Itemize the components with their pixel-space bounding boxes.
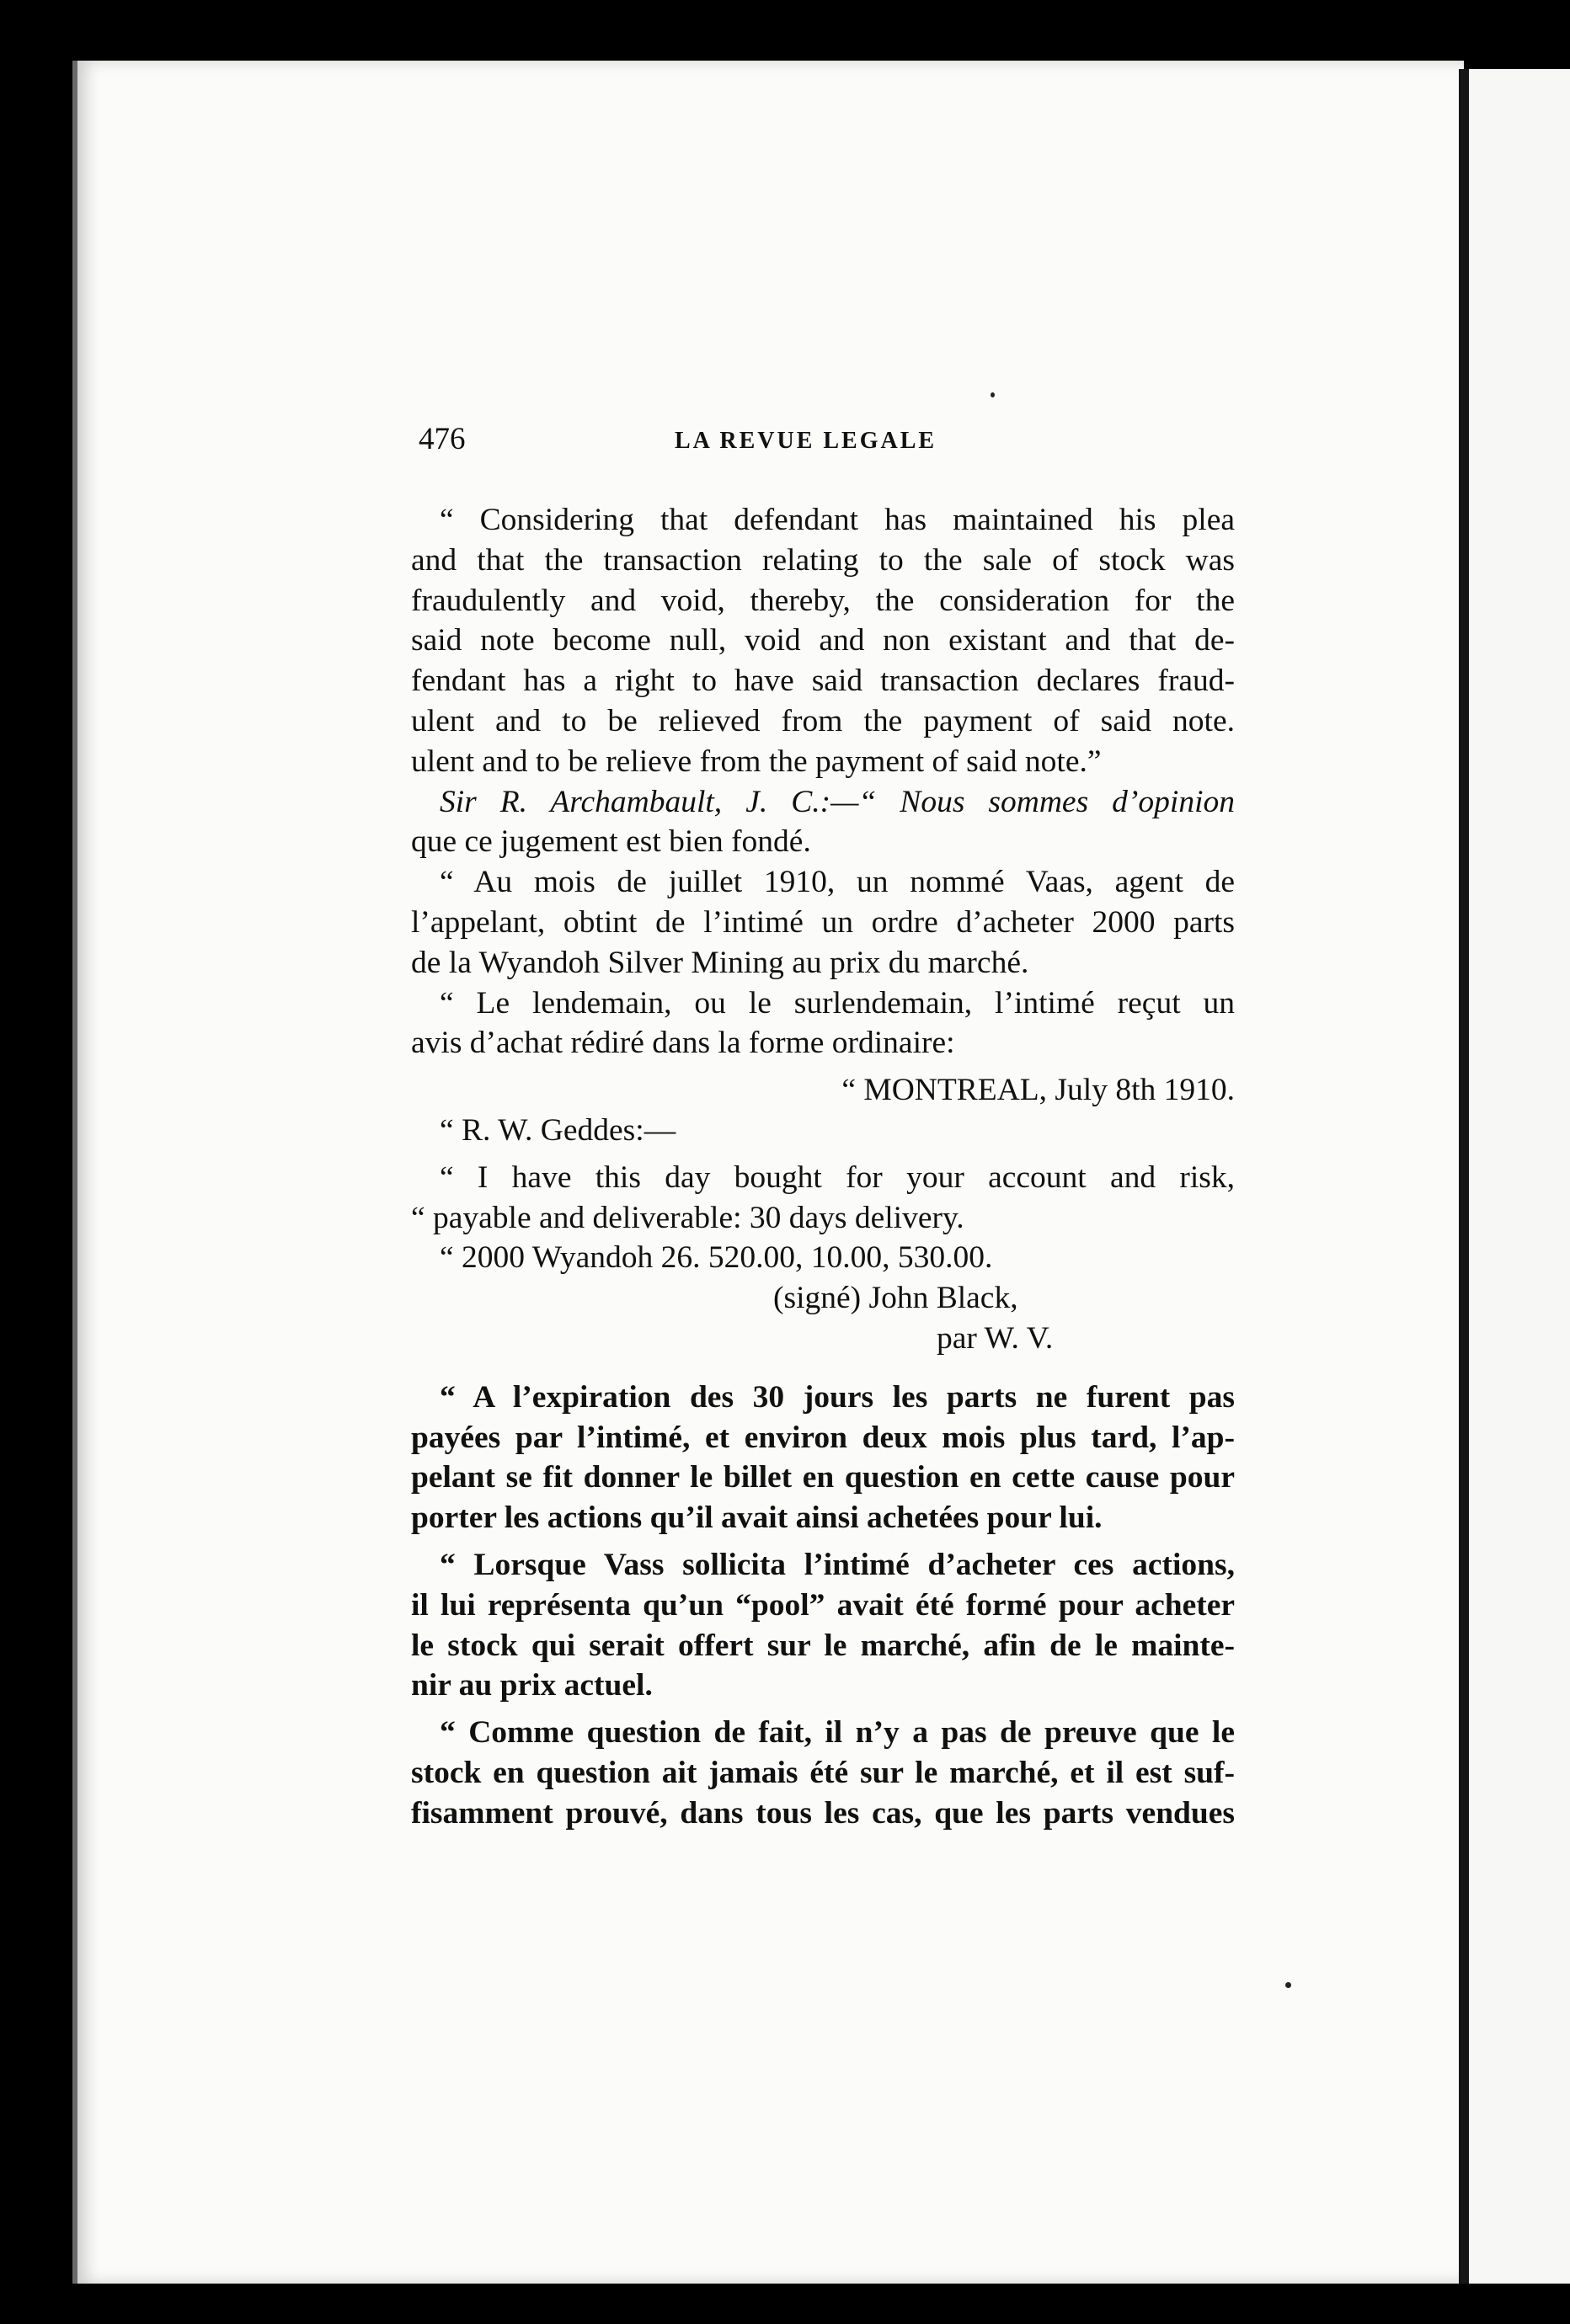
text-line: “ Au mois de juillet 1910, un nommé Vaas, agent de bbox=[440, 865, 1235, 900]
dateline: “ MONTREAL, July 8th 1910. bbox=[841, 1073, 1235, 1108]
text-line: que ce jugement est bien fondé. bbox=[411, 824, 811, 860]
text-line: nir au prix actuel. bbox=[411, 1668, 653, 1703]
signature-line: (signé) John Black, bbox=[773, 1281, 1018, 1316]
text-line: “ Lorsque Vass sollicita l’intimé d’acheter ces actions, bbox=[440, 1547, 1235, 1582]
text-line: payées par l’intimé, et environ deux mois plus tard, l’ap- bbox=[411, 1420, 1235, 1455]
text-line: l’appelant, obtint de l’intimé un ordre d’acheter 2000 parts bbox=[411, 904, 1235, 940]
text-line: il lui représenta qu’un “pool” avait été formé pour acheter bbox=[411, 1587, 1235, 1623]
text-line: “ Le lendemain, ou le surlendemain, l’intimé reçut un bbox=[440, 985, 1235, 1021]
page-speck bbox=[1285, 1982, 1291, 1988]
text-line: “ Comme question de fait, il n’y a pas de preuve que le bbox=[440, 1715, 1235, 1751]
text-line: “ I have this day bought for your account and risk, bbox=[440, 1159, 1235, 1195]
page-speck bbox=[991, 392, 995, 397]
text-line: “ A l’expiration des 30 jours les parts ne furent pas bbox=[440, 1379, 1235, 1415]
text-line: “ R. W. Geddes:— bbox=[440, 1112, 676, 1148]
text-line: porter les actions qu’il avait ainsi achetées pour lui. bbox=[411, 1500, 1103, 1536]
text-line: “ payable and deliverable: 30 days delivery. bbox=[411, 1200, 964, 1235]
running-title: LA REVUE LEGALE bbox=[675, 428, 937, 454]
text-line: said note become null, void and non existant and that de- bbox=[411, 623, 1235, 658]
text-line: Sir R. Archambault, J. C.:—“ Nous sommes d’opinion bbox=[440, 784, 1235, 819]
text-line: de la Wyandoh Silver Mining au prix du marché. bbox=[411, 945, 1029, 980]
facing-page-edge bbox=[1459, 69, 1570, 2284]
page-header bbox=[419, 423, 1231, 456]
text-line: and that the transaction relating to the sale of stock was bbox=[411, 542, 1235, 578]
text-line: ulent and to be relieve from the payment of said note.” bbox=[411, 744, 1102, 779]
text-line: pelant se fit donner le billet en question en cette cause pour bbox=[411, 1460, 1235, 1495]
body-text bbox=[411, 500, 1235, 1834]
text-line: ulent and to be relieved from the payment of said note. bbox=[411, 703, 1235, 738]
signature-line: par W. V. bbox=[937, 1320, 1054, 1356]
text-line: fisamment prouvé, dans tous les cas, que les parts vendues bbox=[411, 1795, 1235, 1831]
text-line: avis d’achat rédiré dans la forme ordinaire: bbox=[411, 1026, 955, 1061]
text-line: stock en question ait jamais été sur le marché, et il est suf- bbox=[411, 1755, 1235, 1790]
text-line: “ Considering that defendant has maintained his plea bbox=[440, 503, 1235, 537]
page-number: 476 bbox=[419, 422, 466, 456]
text-line: le stock qui serait offert sur le marché, afin de le mainte- bbox=[411, 1628, 1235, 1663]
text-line: fraudulently and void, thereby, the consideration for the bbox=[411, 583, 1235, 618]
text-line: “ 2000 Wyandoh 26. 520.00, 10.00, 530.00. bbox=[440, 1240, 993, 1276]
text-line: fendant has a right to have said transaction declares fraud- bbox=[411, 664, 1235, 699]
